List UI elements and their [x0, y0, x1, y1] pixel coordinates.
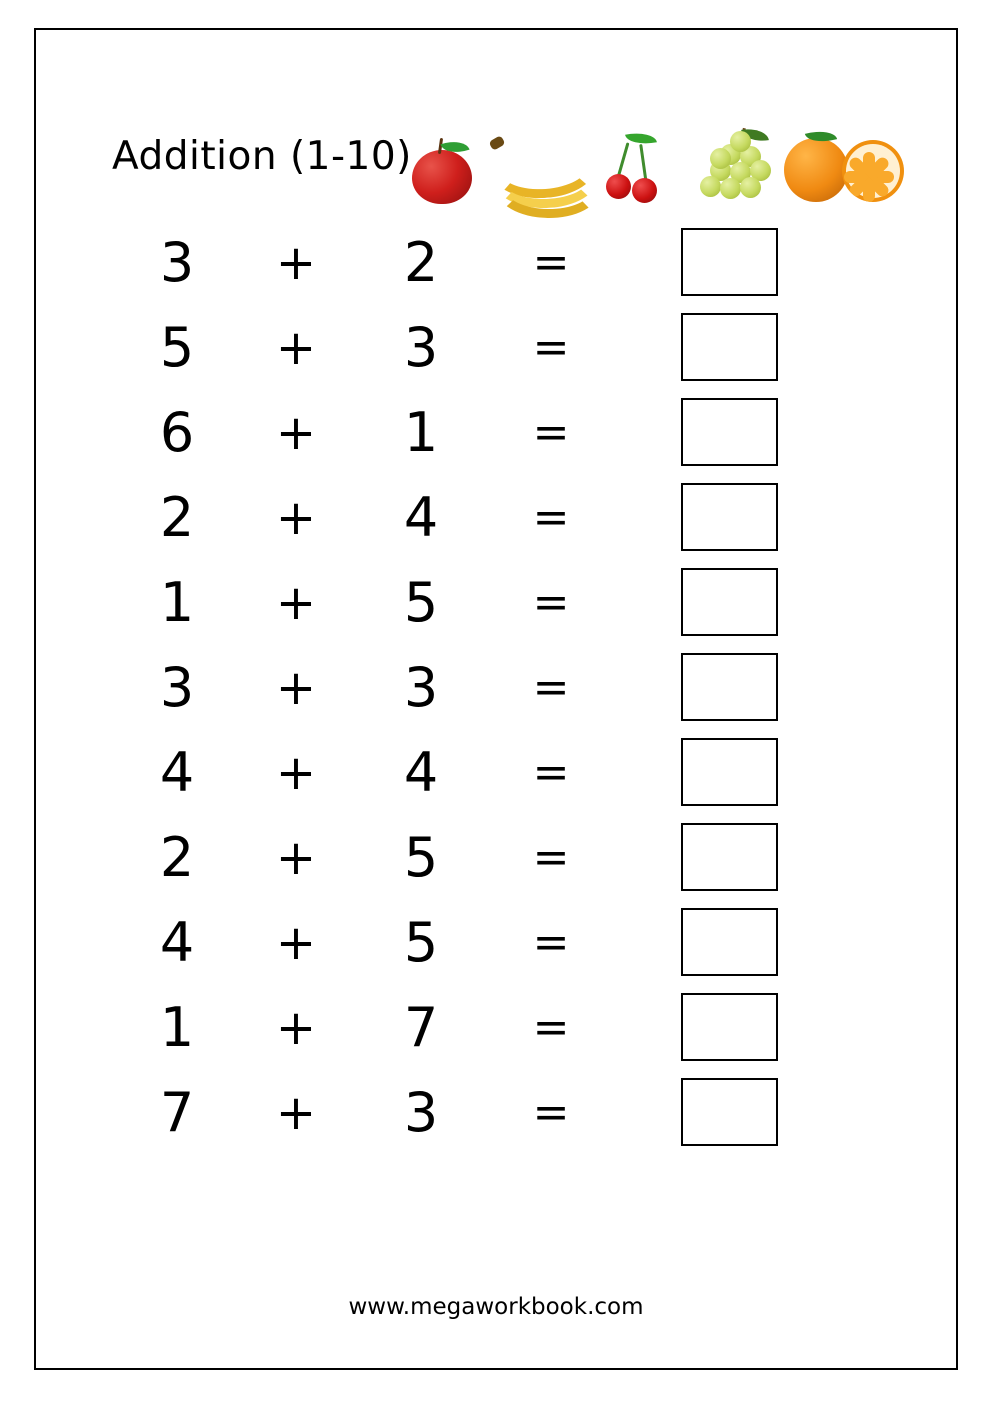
operand-a: 7: [159, 1081, 195, 1144]
problem-row: [36, 560, 956, 645]
answer-box[interactable]: [681, 398, 778, 466]
operand-a: 1: [159, 996, 195, 1059]
plus-sign: +: [275, 829, 317, 886]
operand-b: 3: [403, 1081, 439, 1144]
problem-row: [36, 220, 956, 305]
equals-sign: =: [532, 237, 570, 288]
equals-sign: =: [532, 917, 570, 968]
operand-b: 5: [403, 911, 439, 974]
apple-icon: [410, 136, 474, 204]
plus-sign: +: [275, 744, 317, 801]
answer-box[interactable]: [681, 908, 778, 976]
operand-b: 1: [403, 401, 439, 464]
answer-box[interactable]: [681, 653, 778, 721]
equals-sign: =: [532, 747, 570, 798]
operand-b: 5: [403, 571, 439, 634]
equals-sign: =: [532, 492, 570, 543]
plus-sign: +: [275, 999, 317, 1056]
equals-sign: =: [532, 1002, 570, 1053]
answer-box[interactable]: [681, 568, 778, 636]
worksheet-header: [36, 108, 956, 218]
page-title: Addition (1-10): [112, 134, 412, 179]
answer-box[interactable]: [681, 738, 778, 806]
plus-sign: +: [275, 914, 317, 971]
bananas-icon: [490, 138, 586, 198]
operand-b: 2: [403, 231, 439, 294]
answer-box[interactable]: [681, 1078, 778, 1146]
equals-sign: =: [532, 407, 570, 458]
problem-row: [36, 645, 956, 730]
operand-a: 2: [159, 826, 195, 889]
problem-row: [36, 305, 956, 390]
operand-a: 4: [159, 911, 195, 974]
answer-box[interactable]: [681, 483, 778, 551]
oranges-icon: [784, 128, 908, 206]
operand-a: 2: [159, 486, 195, 549]
answer-box[interactable]: [681, 823, 778, 891]
plus-sign: +: [275, 1084, 317, 1141]
operand-a: 6: [159, 401, 195, 464]
operand-a: 3: [159, 231, 195, 294]
operand-b: 7: [403, 996, 439, 1059]
answer-box[interactable]: [681, 313, 778, 381]
operand-a: 3: [159, 656, 195, 719]
answer-box[interactable]: [681, 993, 778, 1061]
equals-sign: =: [532, 662, 570, 713]
worksheet-page: [34, 28, 958, 1370]
plus-sign: +: [275, 659, 317, 716]
cherries-icon: [602, 130, 674, 204]
operand-a: 5: [159, 316, 195, 379]
operand-b: 5: [403, 826, 439, 889]
problem-row: [36, 475, 956, 560]
fruit-decoration-strip: [406, 108, 846, 208]
plus-sign: +: [275, 404, 317, 461]
plus-sign: +: [275, 234, 317, 291]
problem-row: [36, 730, 956, 815]
problem-row: [36, 985, 956, 1070]
equals-sign: =: [532, 832, 570, 883]
operand-a: 1: [159, 571, 195, 634]
plus-sign: +: [275, 489, 317, 546]
equals-sign: =: [532, 1087, 570, 1138]
problem-row: [36, 390, 956, 475]
equals-sign: =: [532, 577, 570, 628]
plus-sign: +: [275, 574, 317, 631]
operand-b: 4: [403, 486, 439, 549]
operand-b: 4: [403, 741, 439, 804]
equals-sign: =: [532, 322, 570, 373]
operand-b: 3: [403, 656, 439, 719]
problem-row: [36, 815, 956, 900]
problem-list: [36, 220, 956, 1155]
operand-a: 4: [159, 741, 195, 804]
answer-box[interactable]: [681, 228, 778, 296]
problem-row: [36, 1070, 956, 1155]
footer-website: www.megaworkbook.com: [348, 1294, 644, 1320]
operand-b: 3: [403, 316, 439, 379]
plus-sign: +: [275, 319, 317, 376]
problem-row: [36, 900, 956, 985]
grapes-icon: [684, 128, 776, 204]
